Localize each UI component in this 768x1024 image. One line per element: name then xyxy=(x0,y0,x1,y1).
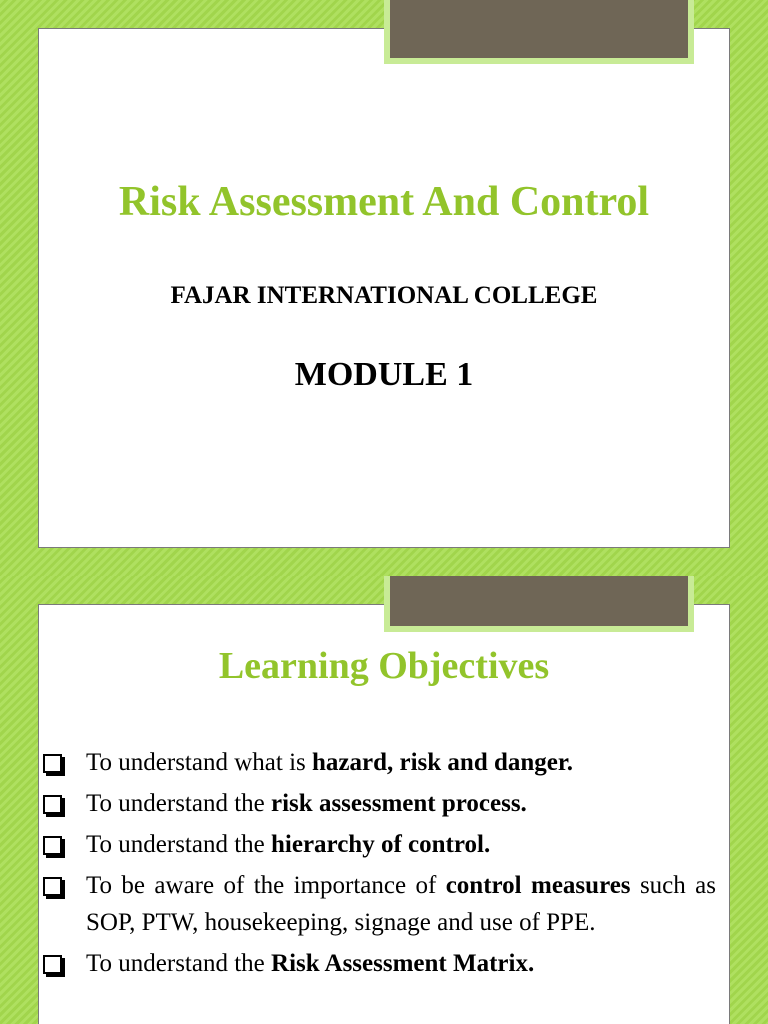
objective-text: To be aware of the importance of xyxy=(86,872,446,899)
box-bullet-icon xyxy=(43,795,62,814)
objective-text-tail: such as SOP, PTW, housekeeping, signage and use of PPE. xyxy=(86,872,716,936)
box-bullet-icon xyxy=(43,754,62,773)
header-tab-decoration xyxy=(384,0,694,64)
slide-title: Risk Assessment And Control xyxy=(118,179,650,225)
objective-text: To understand the xyxy=(86,790,272,817)
objective-item xyxy=(40,785,716,822)
objectives-slide xyxy=(0,576,768,1024)
objective-text: To understand the xyxy=(86,831,272,858)
objective-item xyxy=(40,945,716,982)
box-bullet-icon xyxy=(43,836,62,855)
header-tab-decoration xyxy=(384,576,694,632)
objective-text: To understand what is xyxy=(86,749,312,776)
objective-emphasis: hazard, risk and danger. xyxy=(312,749,573,776)
module-label: MODULE 1 xyxy=(294,356,474,393)
objective-item xyxy=(40,867,716,941)
objective-text: To understand the xyxy=(86,950,272,977)
objective-emphasis: risk assessment process. xyxy=(271,790,527,817)
objective-emphasis: hierarchy of control. xyxy=(271,831,491,858)
objective-emphasis: control measures xyxy=(445,872,631,899)
objectives-list xyxy=(40,744,716,986)
objectives-title: Learning Objectives xyxy=(218,645,550,687)
college-name: FAJAR INTERNATIONAL COLLEGE xyxy=(170,282,598,309)
objective-item xyxy=(40,826,716,863)
box-bullet-icon xyxy=(43,877,62,896)
objective-item xyxy=(40,744,716,781)
objective-emphasis: Risk Assessment Matrix. xyxy=(271,950,535,977)
box-bullet-icon xyxy=(43,955,62,974)
